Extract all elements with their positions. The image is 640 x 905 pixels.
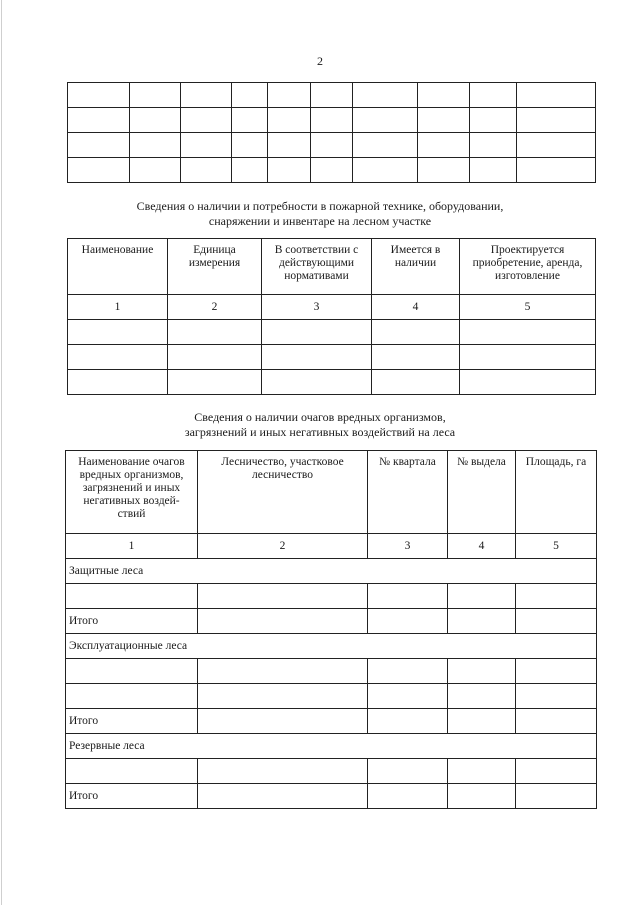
table-cell: [470, 158, 517, 183]
column-number: 2: [168, 295, 262, 320]
table-cell: [130, 108, 181, 133]
table-cell: [311, 108, 353, 133]
header-norms: В соответствии с действующими нормативами: [262, 239, 372, 295]
table-cell: [232, 83, 268, 108]
table-cell: [418, 158, 470, 183]
harmful-organisms-table: [65, 450, 597, 809]
table-cell: [268, 83, 311, 108]
total-label: Итого: [66, 609, 198, 634]
section2-title-line1: Сведения о наличии и потребности в пожарной технике, оборудовании,: [136, 199, 504, 213]
group-label-protective: Защитные леса: [66, 559, 597, 584]
group-label-row: [66, 634, 597, 659]
table-cell: [68, 158, 130, 183]
total-row: [66, 709, 597, 734]
table-cell: [418, 133, 470, 158]
table-cell: [353, 133, 418, 158]
group-label-reserve: Резервные леса: [66, 734, 597, 759]
table-cell: [232, 108, 268, 133]
table-cell: [181, 83, 232, 108]
group-label-row: [66, 559, 597, 584]
table-cell: [418, 83, 470, 108]
table-header-row: [66, 451, 597, 534]
page-number: 2: [317, 54, 323, 68]
table-cell: [418, 108, 470, 133]
table-cell: [268, 108, 311, 133]
table-cell: [68, 108, 130, 133]
table-row: [66, 659, 597, 684]
table-cell: [268, 158, 311, 183]
table-cell: [232, 133, 268, 158]
table-cell: [353, 158, 418, 183]
section3-title-line2: загрязнений и иных негативных воздействий на леса: [184, 425, 456, 439]
scan-edge: [1, 0, 2, 905]
table-row: [68, 83, 596, 108]
group-label-row: [66, 734, 597, 759]
header-outbreak-name: Наименование очагов вредных организмов, загрязнений и иных негативных воздей- ствий: [66, 451, 198, 534]
table-row: [66, 759, 597, 784]
table-row: [66, 684, 597, 709]
table-cell: [130, 83, 181, 108]
table-header-row: [68, 239, 596, 295]
table-row: [68, 133, 596, 158]
header-planned: Проектируется приобретение, аренда, изготовление: [460, 239, 596, 295]
table-cell: [517, 133, 596, 158]
column-number: 1: [68, 295, 168, 320]
table-cell: [353, 83, 418, 108]
total-row: [66, 784, 597, 809]
header-unit: Единица измерения: [168, 239, 262, 295]
header-area: Площадь, га: [516, 451, 597, 534]
table-cell: [517, 108, 596, 133]
table-cell: [181, 158, 232, 183]
column-number: 4: [372, 295, 460, 320]
table-cell: [68, 83, 130, 108]
table-row: [66, 584, 597, 609]
column-number-row: [66, 534, 597, 559]
column-number: 5: [460, 295, 596, 320]
header-plot: № выдела: [448, 451, 516, 534]
column-number: 3: [368, 534, 448, 559]
total-row: [66, 609, 597, 634]
table-row: [68, 370, 596, 395]
table-cell: [68, 133, 130, 158]
table-cell: [470, 108, 517, 133]
section3-title: [0, 410, 640, 440]
section3-title-line1: Сведения о наличии очагов вредных организмов,: [194, 410, 446, 424]
table-row: [68, 108, 596, 133]
header-available: Имеется в наличии: [372, 239, 460, 295]
group-label-exploitation: Эксплуатационные леса: [66, 634, 597, 659]
fire-equipment-table: [67, 238, 596, 395]
table-row: [68, 158, 596, 183]
table-cell: [470, 83, 517, 108]
header-forestry: Лесничество, участковое лесничество: [198, 451, 368, 534]
table-cell: [517, 83, 596, 108]
table-cell: [232, 158, 268, 183]
table-cell: [130, 133, 181, 158]
total-label: Итого: [66, 709, 198, 734]
column-number: 2: [198, 534, 368, 559]
header-quarter: № квартала: [368, 451, 448, 534]
table-cell: [311, 83, 353, 108]
column-number: 3: [262, 295, 372, 320]
column-number: 1: [66, 534, 198, 559]
column-number-row: [68, 295, 596, 320]
section2-title-line2: снаряжении и инвентаре на лесном участке: [208, 214, 432, 228]
table-row: [68, 345, 596, 370]
section2-title: [0, 199, 640, 229]
header-name: Наименование: [68, 239, 168, 295]
table-cell: [353, 108, 418, 133]
table-cell: [470, 133, 517, 158]
table-cell: [311, 158, 353, 183]
table-cell: [517, 158, 596, 183]
continuation-table: [67, 82, 596, 183]
column-number: 5: [516, 534, 597, 559]
table-row: [68, 320, 596, 345]
column-number: 4: [448, 534, 516, 559]
table-cell: [181, 133, 232, 158]
total-label: Итого: [66, 784, 198, 809]
table-cell: [181, 108, 232, 133]
table-cell: [130, 158, 181, 183]
table-cell: [311, 133, 353, 158]
table-cell: [268, 133, 311, 158]
